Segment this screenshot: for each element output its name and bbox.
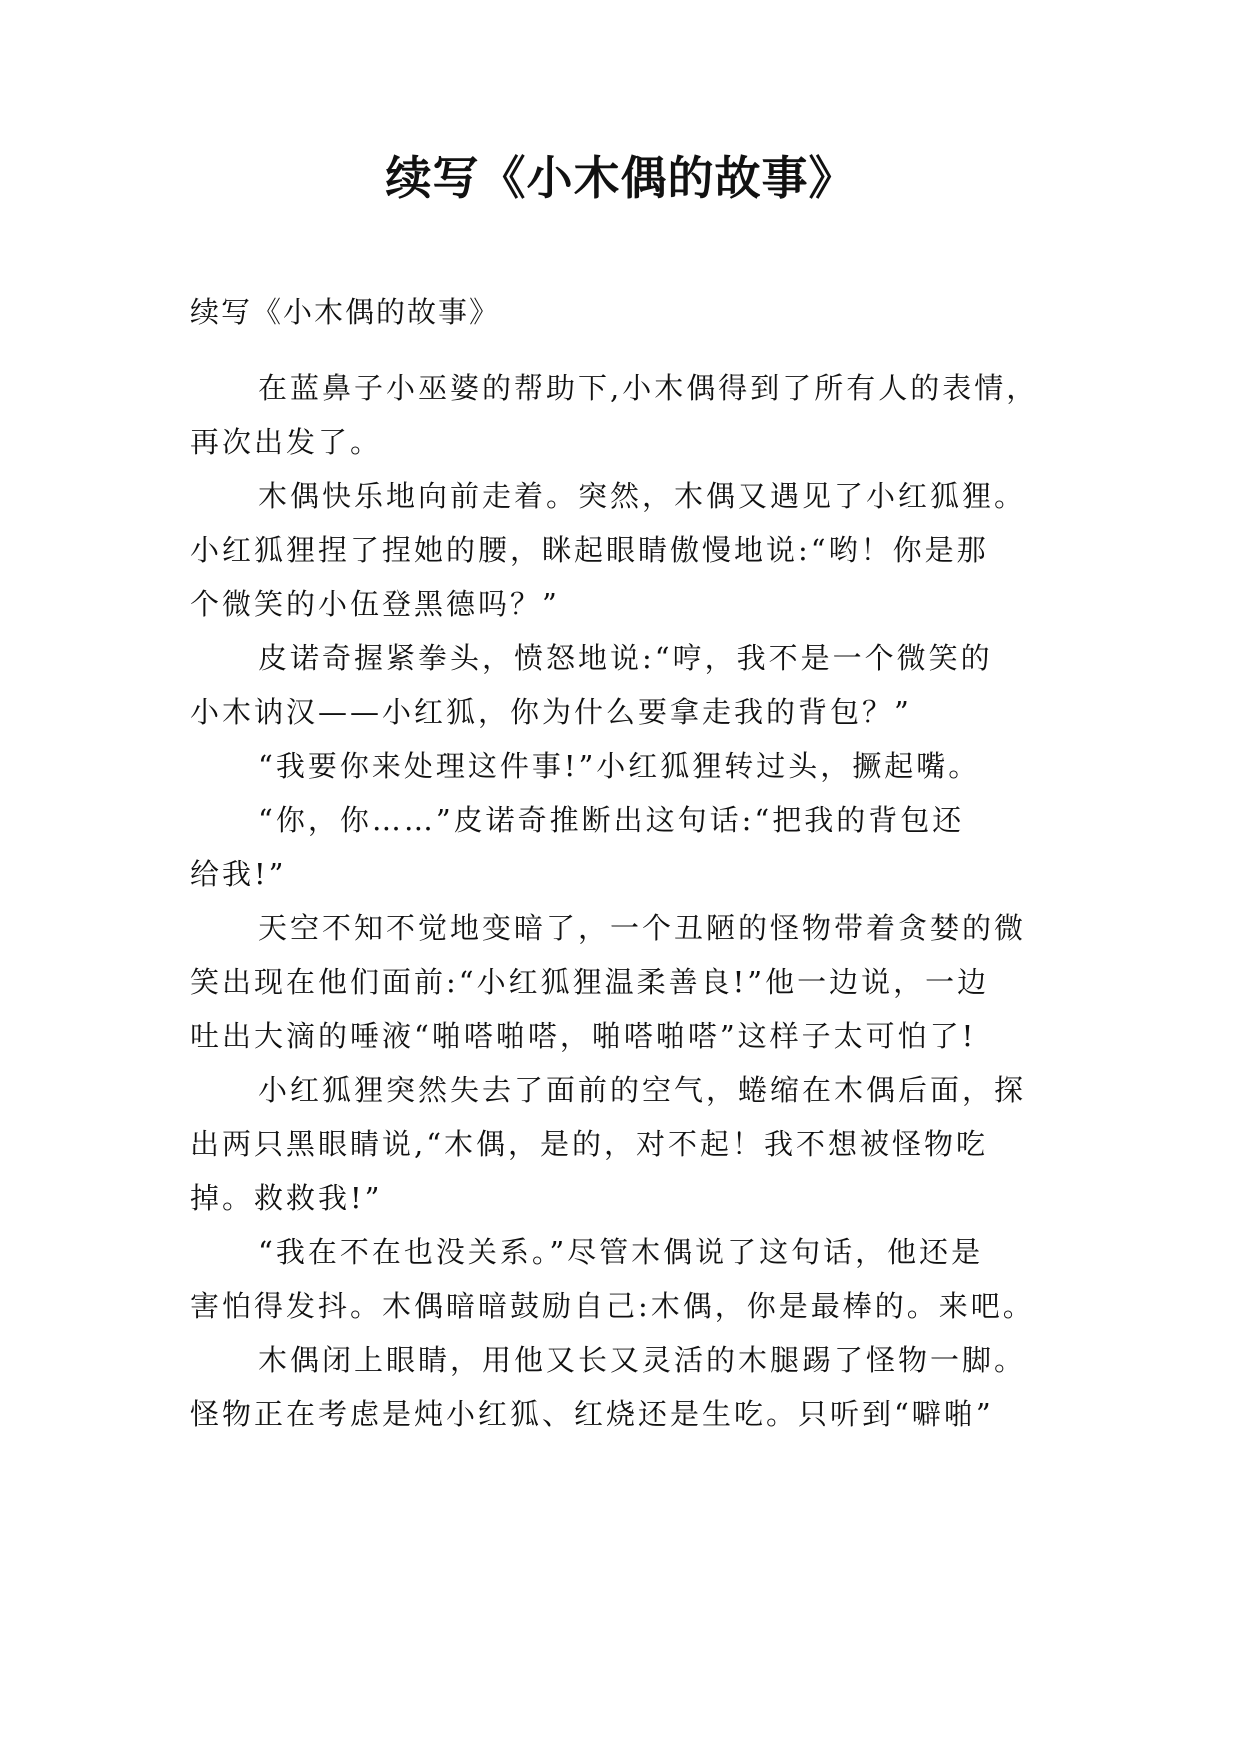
paragraph-line: 再次出发了。 [190,425,383,459]
paragraph-line: 害怕得发抖。木偶暗暗鼓励自己:木偶，你是最棒的。来吧。 [190,1289,1035,1323]
paragraph-line: 笑出现在他们面前:“小红狐狸温柔善良!”他一边说，一边 [190,965,990,999]
paragraph-line: 出两只黑眼睛说,“木偶，是的，对不起！我不想被怪物吃 [190,1127,989,1161]
paragraph-line: 吐出大滴的唾液“啪嗒啪嗒，啪嗒啪嗒”这样子太可怕了! [190,1019,977,1053]
paragraph-line: “我在不在也没关系。”尽管木偶说了这句话，他还是 [258,1235,984,1269]
paragraph-line: 木偶快乐地向前走着。突然，木偶又遇见了小红狐狸。 [258,479,1027,513]
paragraph-line: 小红狐狸突然失去了面前的空气，蜷缩在木偶后面，探 [258,1073,1027,1107]
paragraph-line: “你，你……”皮诺奇推断出这句话:“把我的背包还 [258,803,965,837]
paragraph-line: 个微笑的小伍登黑德吗？” [190,587,560,621]
paragraph-line: 小木讷汉——小红狐，你为什么要拿走我的背包？” [190,695,912,729]
paragraph-line: 小红狐狸捏了捏她的腰，眯起眼睛傲慢地说:“哟！你是那 [190,533,989,567]
paragraph-line: 皮诺奇握紧拳头，愤怒地说:“哼，我不是一个微笑的 [258,641,993,675]
paragraph-line: 木偶闭上眼睛，用他又长又灵活的木腿踢了怪物一脚。 [258,1343,1027,1377]
paragraph-line: “我要你来处理这件事!”小红狐狸转过头，撅起嘴。 [258,749,981,783]
paragraph-line: 怪物正在考虑是炖小红狐、红烧还是生吃。只听到“噼啪” [190,1397,994,1431]
paragraph-line: 在蓝鼻子小巫婆的帮助下,小木偶得到了所有人的表情， [258,371,1039,405]
document-subtitle: 续写《小木偶的故事》 [190,295,501,329]
paragraph-line: 给我!” [190,857,287,891]
paragraph-line: 天空不知不觉地变暗了，一个丑陋的怪物带着贪婪的微 [258,911,1027,945]
document-title: 续写《小木偶的故事》 [385,151,856,205]
paragraph-line: 掉。救救我!” [190,1181,383,1215]
